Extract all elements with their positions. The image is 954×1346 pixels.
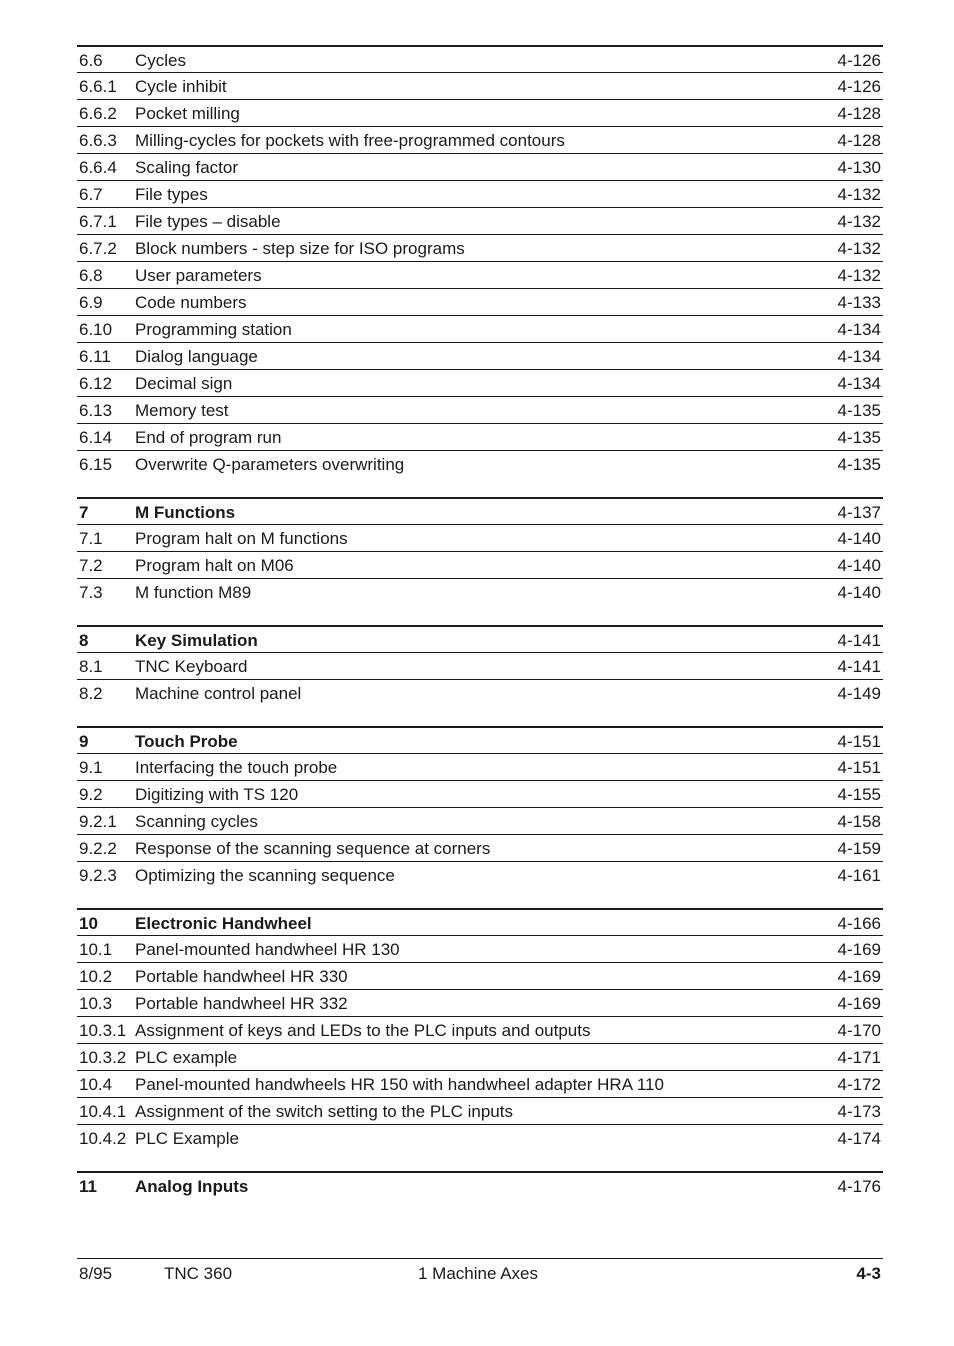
entry-title: Overwrite Q-parameters overwriting — [135, 455, 405, 474]
entry-title: Panel-mounted handwheels HR 150 with handwheel adapter HRA 110 — [135, 1075, 664, 1094]
entry-number: 9.1 — [79, 758, 103, 777]
page-footer — [77, 1258, 883, 1288]
toc-row — [77, 1124, 883, 1151]
toc-chapter-row — [77, 1171, 883, 1198]
entry-page: 4-135 — [837, 455, 881, 474]
entry-number: 8.1 — [79, 657, 103, 676]
entry-page: 4-149 — [837, 684, 881, 703]
entry-number: 8.2 — [79, 684, 103, 703]
entry-page: 4-135 — [837, 401, 881, 420]
footer-chapter: 1 Machine Axes — [418, 1264, 539, 1283]
toc-row — [77, 288, 883, 315]
toc-row — [77, 342, 883, 369]
entry-title: Machine control panel — [135, 684, 302, 703]
toc-row — [77, 423, 883, 450]
entry-number: 10.4.2 — [79, 1129, 127, 1148]
entry-page: 4-134 — [837, 347, 881, 366]
entry-number: 7.1 — [79, 529, 103, 548]
toc-row — [77, 780, 883, 807]
entry-number: 6.7.1 — [79, 212, 117, 231]
entry-title: Assignment of the switch setting to the PLC inputs — [135, 1102, 513, 1121]
entry-page: 4-166 — [837, 914, 881, 933]
entry-page: 4-159 — [837, 839, 881, 858]
entry-number: 10.1 — [79, 940, 113, 959]
toc-row — [77, 180, 883, 207]
entry-title: Block numbers - step size for ISO programs — [135, 239, 465, 258]
entry-title: End of program run — [135, 428, 282, 447]
entry-page: 4-141 — [837, 657, 881, 676]
entry-title: Scanning cycles — [135, 812, 258, 831]
entry-page: 4-173 — [837, 1102, 881, 1121]
entry-number: 6.6.4 — [79, 158, 117, 177]
entry-page: 4-140 — [837, 529, 881, 548]
entry-page: 4-169 — [837, 940, 881, 959]
entry-number: 6.6.1 — [79, 77, 117, 96]
toc-row — [77, 99, 883, 126]
entry-title: File types – disable — [135, 212, 281, 231]
entry-title: Electronic Handwheel — [135, 914, 312, 933]
section-gap — [77, 888, 883, 908]
toc-row — [77, 450, 883, 477]
toc-section — [77, 45, 883, 477]
toc-row — [77, 652, 883, 679]
entry-page: 4-133 — [837, 293, 881, 312]
entry-page: 4-169 — [837, 994, 881, 1013]
entry-title: Digitizing with TS 120 — [135, 785, 299, 804]
entry-title: M function M89 — [135, 583, 252, 602]
entry-number: 7.2 — [79, 556, 103, 575]
entry-number: 10 — [79, 914, 98, 933]
footer-page-number: 4-3 — [856, 1264, 881, 1283]
entry-title: Portable handwheel HR 332 — [135, 994, 348, 1013]
entry-page: 4-158 — [837, 812, 881, 831]
toc-row — [77, 1070, 883, 1097]
entry-page: 4-176 — [837, 1177, 881, 1196]
toc-chapter-row — [77, 908, 883, 935]
entry-title: Cycle inhibit — [135, 77, 227, 96]
entry-title: Decimal sign — [135, 374, 233, 393]
entry-page: 4-172 — [837, 1075, 881, 1094]
toc-row — [77, 753, 883, 780]
entry-page: 4-171 — [837, 1048, 881, 1067]
entry-number: 6.6.3 — [79, 131, 117, 150]
section-gap — [77, 605, 883, 625]
toc-row — [77, 834, 883, 861]
entry-title: Portable handwheel HR 330 — [135, 967, 348, 986]
entry-number: 8 — [79, 631, 89, 650]
entry-number: 6.10 — [79, 320, 113, 339]
entry-number: 10.4.1 — [79, 1102, 127, 1121]
entry-title: Analog Inputs — [135, 1177, 249, 1196]
entry-page: 4-140 — [837, 556, 881, 575]
entry-page: 4-135 — [837, 428, 881, 447]
entry-number: 9.2.1 — [79, 812, 117, 831]
entry-title: Key Simulation — [135, 631, 258, 650]
entry-page: 4-130 — [837, 158, 881, 177]
toc-row — [77, 396, 883, 423]
entry-number: 10.2 — [79, 967, 113, 986]
toc-row — [77, 861, 883, 888]
toc-row — [77, 807, 883, 834]
toc-row — [77, 962, 883, 989]
entry-title: TNC Keyboard — [135, 657, 248, 676]
entry-title: File types — [135, 185, 208, 204]
entry-page: 4-132 — [837, 185, 881, 204]
toc-row — [77, 935, 883, 962]
toc-row — [77, 369, 883, 396]
toc-row — [77, 1043, 883, 1070]
entry-title: Touch Probe — [135, 732, 238, 751]
entry-number: 6.6 — [79, 51, 103, 70]
entry-title: Response of the scanning sequence at corners — [135, 839, 491, 858]
toc-chapter-row — [77, 625, 883, 652]
section-gap — [77, 477, 883, 497]
entry-number: 9.2.2 — [79, 839, 117, 858]
toc-chapter-row — [77, 726, 883, 753]
entry-title: PLC example — [135, 1048, 238, 1067]
entry-page: 4-137 — [837, 503, 881, 522]
toc-row — [77, 679, 883, 706]
toc-section — [77, 625, 883, 706]
entry-number: 7 — [79, 503, 89, 522]
toc-row — [77, 524, 883, 551]
toc-section — [77, 1171, 883, 1198]
entry-title: Programming station — [135, 320, 292, 339]
entry-title: PLC Example — [135, 1129, 239, 1148]
toc-row — [77, 207, 883, 234]
entry-page: 4-155 — [837, 785, 881, 804]
table-of-contents — [77, 45, 883, 1198]
toc-row — [77, 551, 883, 578]
entry-number: 9.2.3 — [79, 866, 117, 885]
entry-title: User parameters — [135, 266, 262, 285]
entry-page: 4-174 — [837, 1129, 881, 1148]
section-gap — [77, 1151, 883, 1171]
entry-number: 6.9 — [79, 293, 103, 312]
toc-row — [77, 234, 883, 261]
entry-number: 9 — [79, 732, 89, 751]
toc-row — [77, 315, 883, 342]
toc-row — [77, 45, 883, 72]
footer-date: 8/95 — [79, 1264, 113, 1283]
entry-title: Panel-mounted handwheel HR 130 — [135, 940, 400, 959]
entry-title: Scaling factor — [135, 158, 238, 177]
entry-number: 6.7.2 — [79, 239, 117, 258]
entry-page: 4-161 — [837, 866, 881, 885]
entry-page: 4-169 — [837, 967, 881, 986]
entry-page: 4-132 — [837, 266, 881, 285]
entry-page: 4-128 — [837, 131, 881, 150]
entry-title: Pocket milling — [135, 104, 240, 123]
toc-row — [77, 1097, 883, 1124]
entry-page: 4-151 — [837, 732, 881, 751]
entry-page: 4-141 — [837, 631, 881, 650]
entry-number: 6.15 — [79, 455, 113, 474]
entry-number: 6.14 — [79, 428, 113, 447]
entry-page: 4-151 — [837, 758, 881, 777]
toc-row — [77, 261, 883, 288]
entry-title: Cycles — [135, 51, 187, 70]
entry-number: 6.11 — [79, 347, 111, 366]
entry-number: 7.3 — [79, 583, 103, 602]
entry-page: 4-132 — [837, 212, 881, 231]
entry-number: 10.4 — [79, 1075, 113, 1094]
entry-title: Interfacing the touch probe — [135, 758, 338, 777]
entry-title: Program halt on M functions — [135, 529, 348, 548]
entry-title: Milling-cycles for pockets with free-programmed contours — [135, 131, 565, 150]
entry-number: 6.6.2 — [79, 104, 117, 123]
toc-row — [77, 72, 883, 99]
entry-number: 6.12 — [79, 374, 113, 393]
toc-section — [77, 726, 883, 888]
entry-title: Code numbers — [135, 293, 247, 312]
toc-row — [77, 578, 883, 605]
entry-number: 6.7 — [79, 185, 103, 204]
entry-page: 4-126 — [837, 77, 881, 96]
entry-title: Assignment of keys and LEDs to the PLC inputs and outputs — [135, 1021, 591, 1040]
entry-title: Memory test — [135, 401, 229, 420]
toc-row — [77, 1016, 883, 1043]
entry-page: 4-134 — [837, 374, 881, 393]
entry-number: 10.3.1 — [79, 1021, 127, 1040]
entry-number: 10.3.2 — [79, 1048, 127, 1067]
toc-section — [77, 497, 883, 605]
entry-page: 4-126 — [837, 51, 881, 70]
toc-row — [77, 126, 883, 153]
entry-page: 4-170 — [837, 1021, 881, 1040]
entry-title: M Functions — [135, 503, 236, 522]
footer-model: TNC 360 — [164, 1264, 233, 1283]
entry-title: Dialog language — [135, 347, 258, 366]
section-gap — [77, 706, 883, 726]
toc-row — [77, 153, 883, 180]
entry-number: 9.2 — [79, 785, 103, 804]
entry-number: 6.8 — [79, 266, 103, 285]
toc-row — [77, 989, 883, 1016]
entry-title: Program halt on M06 — [135, 556, 294, 575]
entry-page: 4-140 — [837, 583, 881, 602]
entry-page: 4-132 — [837, 239, 881, 258]
toc-section — [77, 908, 883, 1151]
entry-number: 6.13 — [79, 401, 113, 420]
entry-number: 11 — [79, 1177, 97, 1196]
entry-title: Optimizing the scanning sequence — [135, 866, 395, 885]
entry-page: 4-134 — [837, 320, 881, 339]
toc-chapter-row — [77, 497, 883, 524]
entry-number: 10.3 — [79, 994, 113, 1013]
entry-page: 4-128 — [837, 104, 881, 123]
